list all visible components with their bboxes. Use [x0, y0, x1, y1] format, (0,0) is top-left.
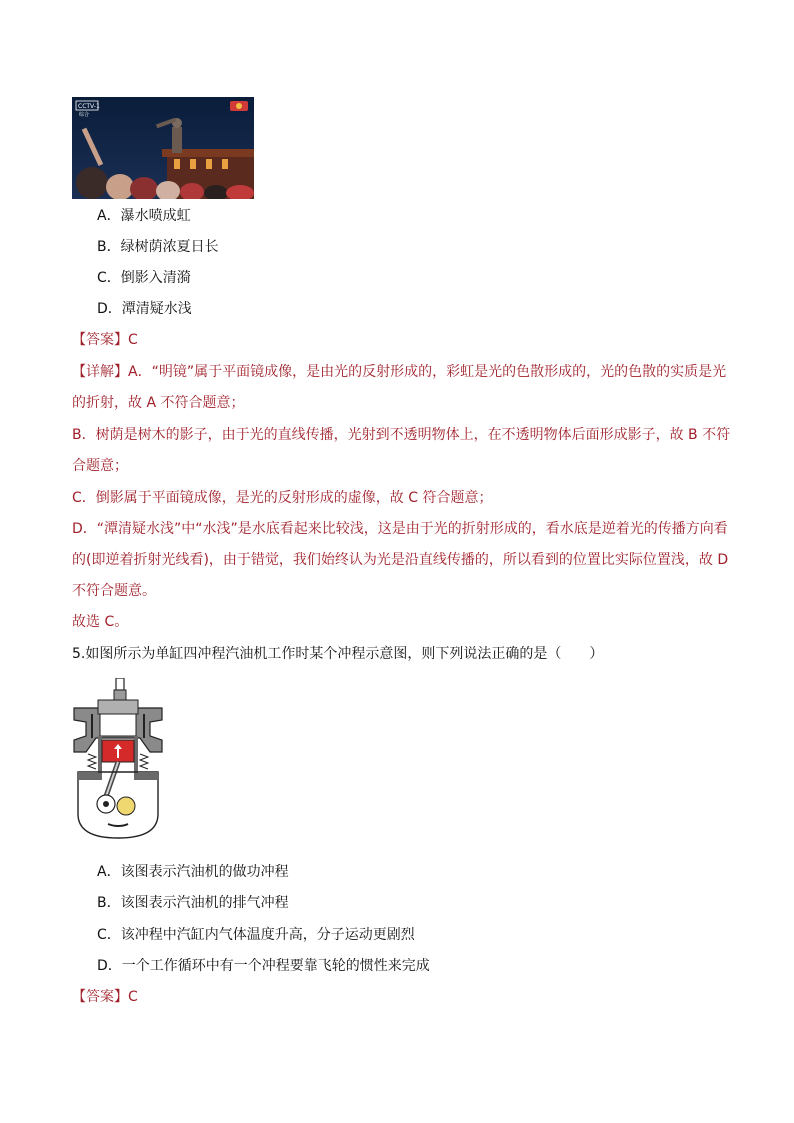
detail-text: A．“明镜”属于平面镜成像，是由光的反射形成的，彩虹是光的色散形成的，光的色散的实质是光: [128, 364, 727, 380]
q5-option-b: B．该图表示汽油机的排气冲程: [97, 895, 289, 911]
q5-option-a: A．该图表示汽油机的做功冲程: [97, 864, 289, 880]
q4-detail-line-6: D．“潭清疑水浅”中“水浅”是水底看起来比较浅，这是由于光的折射形成的，看水底是逆着光的传播方向看: [72, 521, 728, 537]
q4-detail-line-3: B．树荫是树木的影子，由于光的直线传播，光射到不透明物体上，在不透明物体后面形成影子，故 B 不符: [72, 427, 731, 443]
q5-option-c: C．该冲程中汽缸内气体温度升高，分子运动更剧烈: [97, 927, 415, 943]
news-photo: [72, 97, 254, 199]
channel-logo: CCTV-1: [78, 103, 100, 110]
answer-value: C: [128, 989, 138, 1005]
q5-question: 5.如图所示为单缸四冲程汽油机工作时某个冲程示意图，则下列说法正确的是（ ）: [72, 646, 604, 662]
q5-answer: [72, 987, 138, 1007]
q4-option-b: B．绿树荫浓夏日长: [97, 239, 219, 255]
q4-detail-line-5: C．倒影属于平面镜成像，是光的反射形成的虚像，故 C 符合题意；: [72, 490, 493, 506]
q4-conclusion: 故选 C。: [72, 614, 129, 630]
q4-option-d: D．潭清疑水浅: [97, 301, 192, 317]
q4-detail-line-2: 的折射，故 A 不符合题意；: [72, 395, 245, 411]
answer-tag: 【答案】: [72, 989, 128, 1005]
q5-option-d: D．一个工作循环中有一个冲程要靠飞轮的惯性来完成: [97, 958, 430, 974]
q4-detail-line-8: 不符合题意。: [72, 583, 156, 599]
detail-tag: 【详解】: [72, 364, 128, 380]
q4-option-a: A．瀑水喷成虹: [97, 208, 191, 224]
q4-detail-line-7: 的(即逆着折射光线看)，由于错觉，我们始终认为光是沿直线传播的，所以看到的位置比实际位置浅，故 D: [72, 552, 729, 568]
engine-diagram: [70, 678, 166, 840]
q4-option-c: C．倒影入清漪: [97, 270, 191, 286]
q4-answer: [72, 330, 138, 350]
q4-detail-line-1: [72, 362, 726, 382]
answer-value: C: [128, 332, 138, 348]
answer-tag: 【答案】: [72, 332, 128, 348]
q4-detail-line-4: 合题意；: [72, 458, 128, 474]
channel-logo-sub: 综合: [79, 112, 90, 118]
